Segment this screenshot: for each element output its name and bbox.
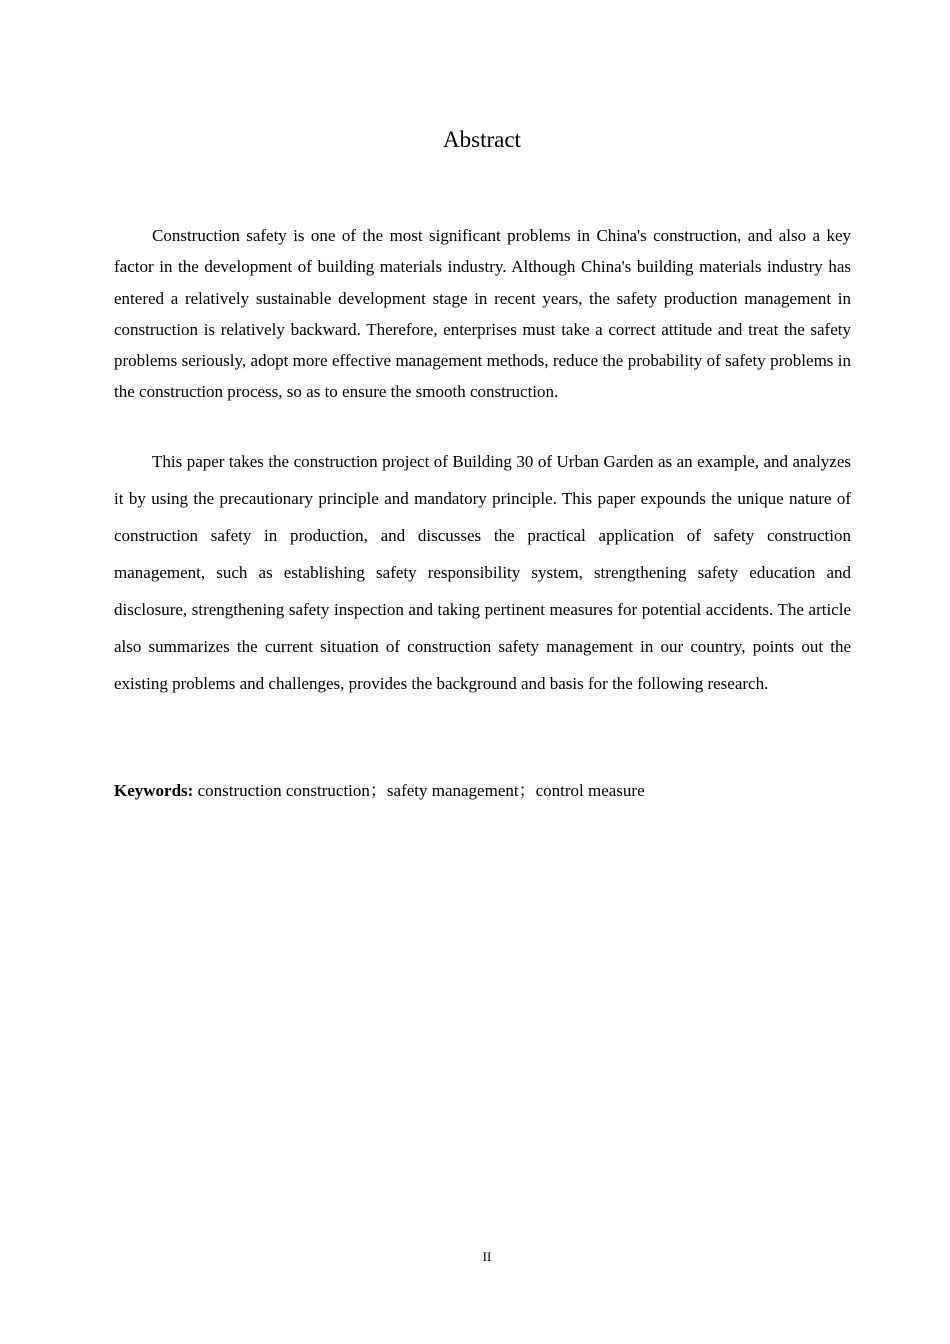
abstract-paragraph-1: Construction safety is one of the most significant problems in China's construction, and also a key factor in the development of building materials industry. Although China's building materials industry has entered a relatively sustainable development stage in recent years, the safety production management in construction is relatively backward. Therefore, enterprises must take a correct attitude and treat the safety problems seriously, adopt more effective management methods, reduce the probability of safety problems in the construction process, so as to ensure the smooth construction. bbox=[114, 226, 851, 402]
abstract-paragraph-2: This paper takes the construction project of Building 30 of Urban Garden as an example, and analyzes it by using the precautionary principle and mandatory principle. This paper expounds the unique nature of construction safety in production, and discusses the practical application of safety construction management, such as establishing safety responsibility system, strengthening safety education and disclosure, strengthening safety inspection and taking pertinent measures for potential accidents. The article also summarizes the current situation of construction safety management in our country, points out the existing problems and challenges, provides the background and basis for the following research. bbox=[114, 452, 851, 693]
abstract-title: Abstract bbox=[443, 127, 521, 152]
page-number: II bbox=[482, 1249, 492, 1264]
keywords-label: Keywords: bbox=[114, 781, 194, 800]
keywords-line bbox=[114, 777, 851, 805]
keywords-text: construction construction；safety management；control measure bbox=[197, 781, 645, 800]
